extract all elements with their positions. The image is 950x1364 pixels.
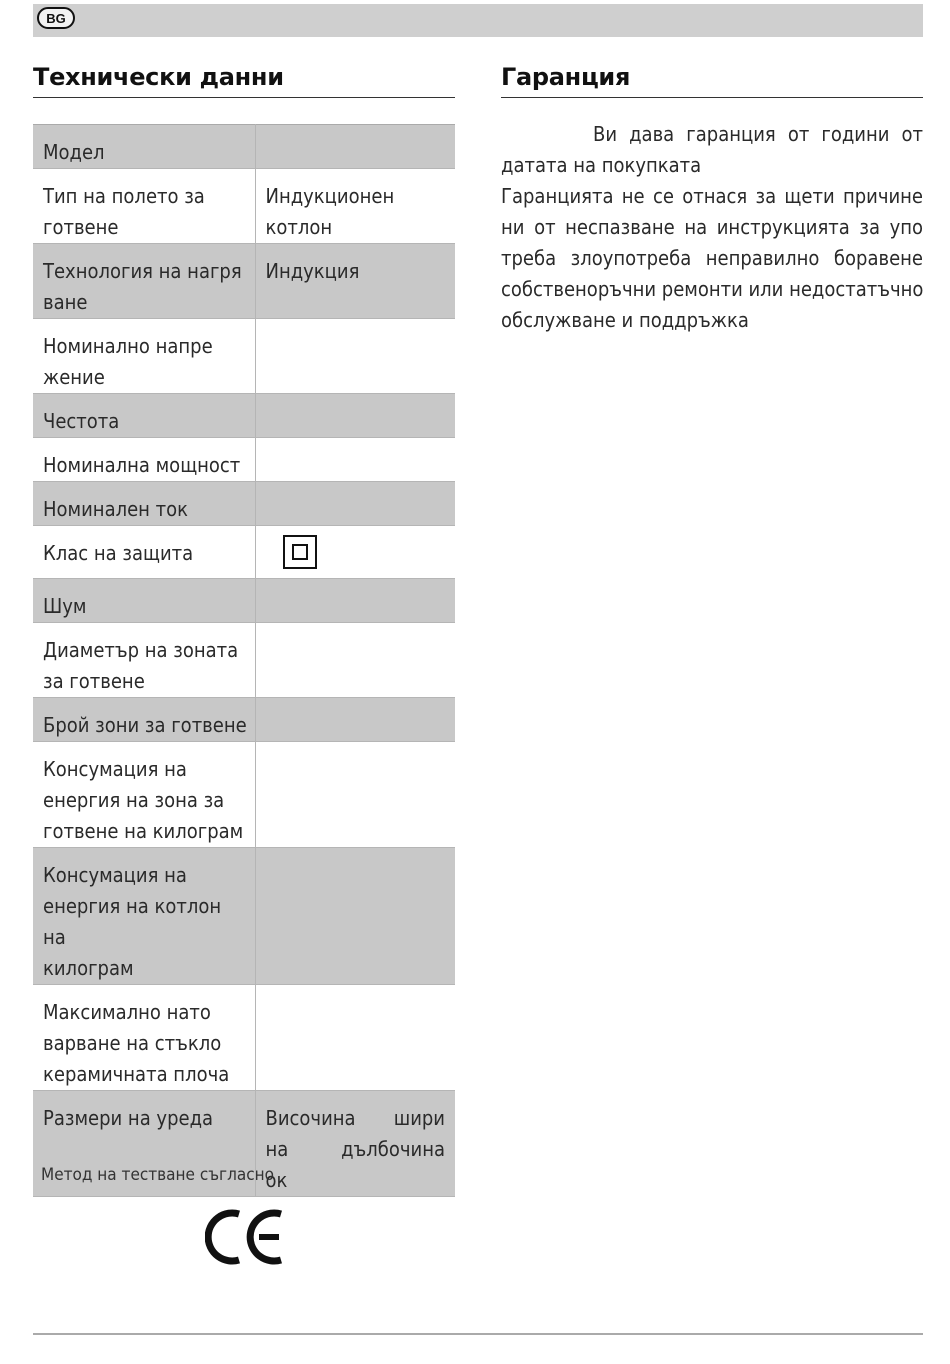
spec-value	[255, 169, 455, 244]
language-badge: BG	[37, 7, 75, 29]
spec-value	[255, 482, 455, 526]
spec-value	[255, 125, 455, 169]
spec-label-line: Брой зони за готвене	[43, 713, 247, 737]
spec-label-line: килограм	[43, 956, 134, 980]
spec-value	[255, 319, 455, 394]
spec-value	[255, 244, 455, 319]
spec-label	[33, 848, 255, 985]
spec-label	[33, 985, 255, 1091]
spec-row	[33, 579, 455, 623]
spec-row	[33, 244, 455, 319]
spec-label	[33, 482, 255, 526]
spec-row	[33, 985, 455, 1091]
spec-value	[255, 848, 455, 985]
ce-mark-icon	[205, 1208, 285, 1266]
spec-value-line: Индукция	[265, 259, 360, 283]
spec-label-line: Технология на нагря	[43, 259, 242, 283]
spec-row	[33, 698, 455, 742]
spec-row	[33, 623, 455, 698]
spec-label-line: Номинална мощност	[43, 453, 241, 477]
spec-label-line: жение	[43, 365, 105, 389]
spec-label	[33, 244, 255, 319]
spec-row	[33, 394, 455, 438]
spec-label	[33, 623, 255, 698]
warranty-line: обслужване и поддръжка	[501, 308, 749, 332]
specifications-table	[33, 124, 455, 1197]
spec-label-line: Тип на полето за	[43, 184, 205, 208]
spec-label-line: Клас на защита	[43, 541, 194, 565]
spec-label-line: Размери на уреда	[43, 1106, 214, 1130]
spec-value-line: ок	[265, 1168, 288, 1192]
spec-label-line: Консумация на	[43, 757, 187, 781]
spec-value-line: на дълбочина	[265, 1137, 445, 1161]
warranty-line: датата на покупката	[501, 153, 702, 177]
spec-label	[33, 742, 255, 848]
spec-label-line: готвене	[43, 215, 119, 239]
footer-divider	[33, 1333, 923, 1335]
spec-label-line: Максимално нато	[43, 1000, 211, 1024]
warranty-line: собственоръчни ремонти или недостатъчно	[501, 277, 924, 301]
spec-row	[33, 438, 455, 482]
spec-row	[33, 526, 455, 579]
spec-label-line: варване на стъкло	[43, 1031, 222, 1055]
spec-row	[33, 125, 455, 169]
test-method-note: Метод на тестване съгласно	[41, 1165, 274, 1185]
spec-label-line: готвене на килограм	[43, 819, 244, 843]
spec-label	[33, 394, 255, 438]
spec-label-line: Номинално напре	[43, 334, 213, 358]
spec-row	[33, 848, 455, 985]
spec-value	[255, 579, 455, 623]
spec-value	[255, 1091, 455, 1197]
spec-label-line: Консумация на	[43, 863, 187, 887]
spec-value	[255, 394, 455, 438]
spec-label	[33, 169, 255, 244]
spec-row	[33, 319, 455, 394]
warranty-line: Ви дава гаранция от години от	[593, 122, 923, 146]
spec-value	[255, 623, 455, 698]
spec-label-line: енергия на зона за	[43, 788, 225, 812]
spec-value	[255, 985, 455, 1091]
spec-label-line: Честота	[43, 409, 120, 433]
spec-label-line: Диаметър на зоната	[43, 638, 239, 662]
warranty-line: Гаранцията не се отнася за щети причине	[501, 184, 923, 208]
spec-row	[33, 742, 455, 848]
technical-data-title: Технически данни	[33, 62, 455, 98]
spec-value	[255, 438, 455, 482]
spec-label	[33, 438, 255, 482]
spec-row	[33, 482, 455, 526]
spec-label-line: ване	[43, 290, 88, 314]
spec-value-line: Височина шири	[265, 1106, 445, 1130]
spec-value	[255, 698, 455, 742]
protection-class-ii-icon	[283, 535, 317, 569]
spec-label-line: Шум	[43, 594, 87, 618]
spec-label	[33, 698, 255, 742]
spec-label-line: керамичната плоча	[43, 1062, 230, 1086]
warranty-line: ни от неспазване на инструкцията за упо	[501, 215, 923, 239]
spec-label	[33, 319, 255, 394]
warranty-title: Гаранция	[501, 62, 923, 98]
warranty-text	[501, 119, 923, 336]
spec-row	[33, 169, 455, 244]
header-bar	[33, 4, 923, 37]
spec-label-line: за готвене	[43, 669, 145, 693]
spec-label-line: Модел	[43, 140, 105, 164]
spec-label	[33, 526, 255, 579]
spec-label	[33, 579, 255, 623]
warranty-line: треба злоупотреба неправилно боравене	[501, 246, 923, 270]
spec-label	[33, 125, 255, 169]
spec-value-line: котлон	[265, 215, 333, 239]
spec-label-line: Номинален ток	[43, 497, 189, 521]
spec-value-line: Индукционен	[265, 184, 395, 208]
spec-value	[255, 742, 455, 848]
spec-value	[255, 526, 455, 579]
spec-label-line: енергия на котлон на	[43, 894, 222, 949]
